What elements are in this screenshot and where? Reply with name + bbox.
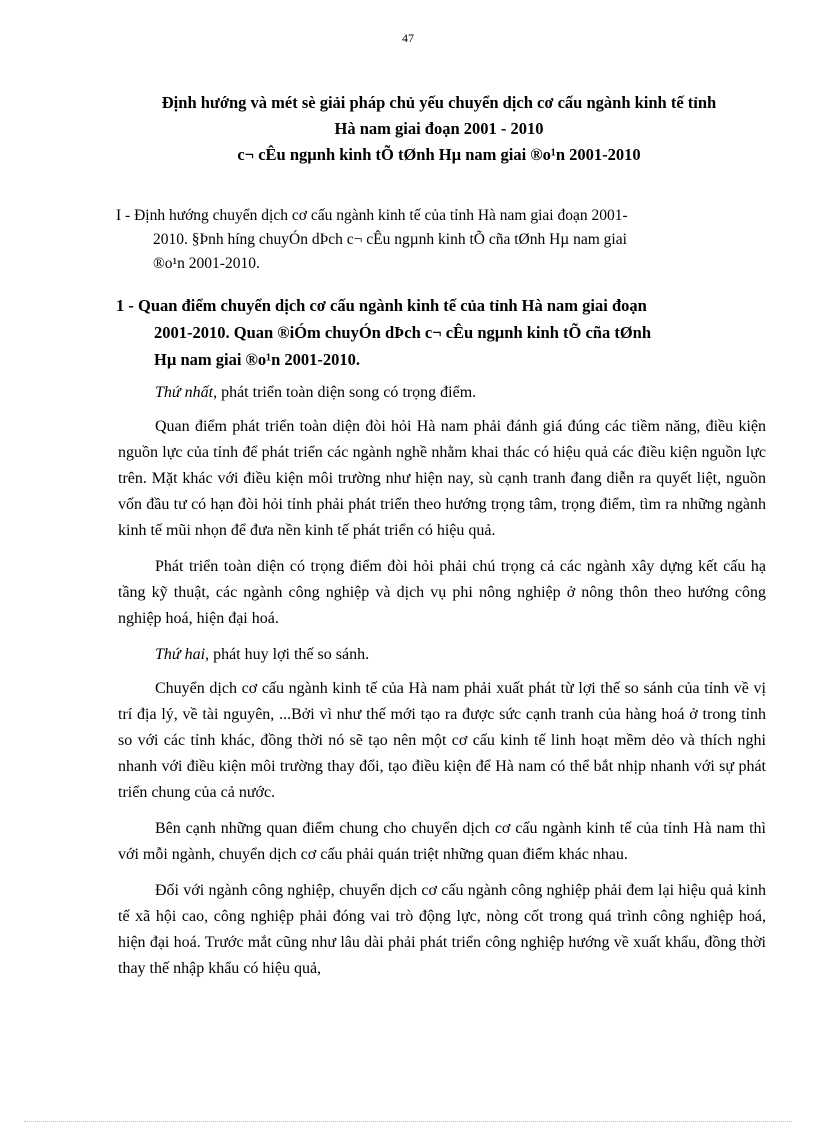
title-line-1: Định hướng và mét sè giải pháp chủ yếu chuyển dịch cơ cấu ngành kinh tế tỉnh bbox=[161, 93, 717, 112]
document-title bbox=[112, 90, 766, 168]
first-point-text: , phát triển toàn diện song có trọng điểm. bbox=[213, 384, 477, 401]
paragraph-sector-views: Bên cạnh những quan điểm chung cho chuyển dịch cơ cấu ngành kinh tế của tỉnh Hà nam thì với mỗi ngành, chuyển dịch cơ cấu phải quán triệt những quan điểm khác nhau. bbox=[118, 820, 766, 863]
section-1-line-2: 2001-2010. Quan ®iÓm chuyÓn dÞch c¬ cÊu ngµnh kinh tÕ cña tØnh bbox=[154, 323, 652, 342]
section-1-line-3: Hµ nam giai ®o¹n 2001-2010. bbox=[154, 350, 361, 369]
first-point-label: Thứ nhất bbox=[155, 384, 214, 401]
section-i-line-3: ®o¹n 2001-2010. bbox=[153, 255, 260, 272]
title-line-2: Hà nam giai đoạn 2001 - 2010 bbox=[334, 119, 544, 138]
paragraph-first-point bbox=[118, 380, 766, 406]
page-number: 47 bbox=[402, 31, 414, 45]
paragraph-second-point bbox=[118, 642, 766, 668]
title-line-3: c¬ cÊu ngµnh kinh tÕ tØnh Hµ nam giai ®o¹n 2001-2010 bbox=[237, 145, 641, 164]
second-point-text: , phát huy lợi thế so sánh. bbox=[205, 646, 370, 663]
body-text bbox=[118, 380, 766, 992]
second-point-label: Thứ hai bbox=[155, 646, 206, 663]
paragraph-comprehensive-development: Quan điểm phát triển toàn diện đòi hỏi Hà nam phải đánh giá đúng các tiềm năng, điều kiện nguồn lực của tỉnh để phát triển các ngành nghề nhằm khai thác có hiệu quả các điều kiện nguồn lực trên. Mặt khác với điều kiện môi trường như hiện nay, sù cạnh tranh đang diễn ra quyết liệt, nguồn vốn đầu tư có hạn đòi hỏi tỉnh phải phát triển theo hướng trọng tâm, trọng điểm, tìm ra những ngành kinh tế mũi nhọn để đưa nền kinh tế phát triển có hiệu quả. bbox=[118, 418, 766, 539]
paragraph-key-focus: Phát triển toàn diện có trọng điểm đòi hỏi phải chú trọng cả các ngành xây dựng kết cấu hạ tầng kỹ thuật, các ngành công nghiệp và dịch vụ phi nông nghiệp ở nông thôn theo hướng công nghiệp hoá, hiện đại hoá. bbox=[118, 558, 766, 627]
page-bottom-border bbox=[24, 1121, 792, 1122]
paragraph-comparative-advantage: Chuyển dịch cơ cấu ngành kinh tế của Hà nam phải xuất phát từ lợi thế so sánh của tỉnh về vị trí địa lý, về tài nguyên, ...Bởi vì như thế mới tạo ra được sức cạnh tranh của hàng hoá ở trong tỉnh so với các tỉnh khác, đồng thời nó sẽ tạo nên một cơ cấu kinh tế linh hoạt mềm dẻo và thích nghi nhanh với điều kiện môi trường thay đổi, tạo điều kiện để Hà nam có thể bắt nhịp nhanh với sự phát triển chung của cả nước. bbox=[118, 680, 766, 801]
section-1-heading bbox=[116, 292, 768, 373]
section-i-line-1: I - Định hướng chuyển dịch cơ cấu ngành kinh tế của tỉnh Hà nam giai đoạn 2001- bbox=[116, 207, 628, 224]
section-1-line-1: 1 - Quan điểm chuyển dịch cơ cấu ngành kinh tế của tỉnh Hà nam giai đoạn bbox=[116, 296, 647, 315]
paragraph-industry: Đối với ngành công nghiệp, chuyển dịch cơ cấu ngành công nghiệp phải đem lại hiệu quả kinh tế xã hội cao, công nghiệp phải đóng vai trò động lực, nòng cốt trong quá trình công nghiệp hoá, hiện đại hoá. Trước mắt cũng như lâu dài phải phát triển công nghiệp hướng về xuất khẩu, đồng thời thay thế nhập khẩu có hiệu quả, bbox=[118, 882, 766, 977]
section-i-line-2: 2010. §Þnh híng chuyÓn dÞch c¬ cÊu ngµnh kinh tÕ cña tØnh Hµ nam giai bbox=[153, 231, 627, 248]
section-i-heading bbox=[116, 204, 766, 276]
